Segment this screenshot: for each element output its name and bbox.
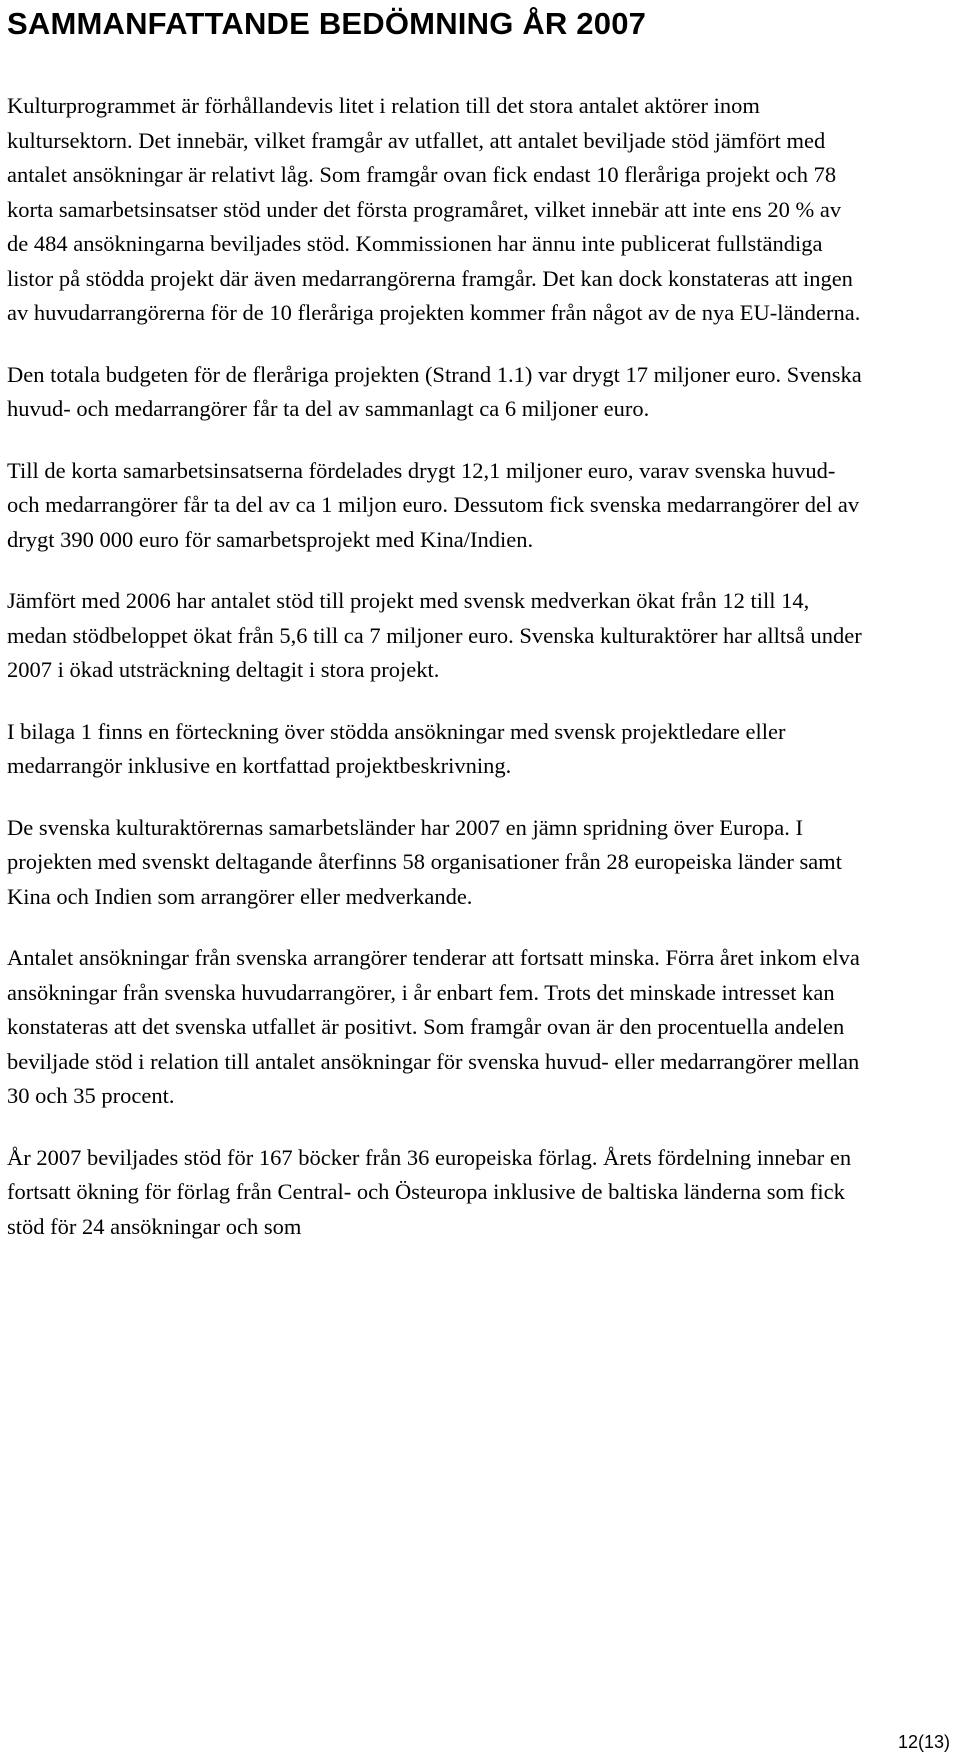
page-number: 12(13) xyxy=(897,1732,950,1752)
document-page xyxy=(7,0,952,1244)
paragraph-8: År 2007 beviljades stöd för 167 böcker från 36 europeiska förlag. Årets fördelning innebar en fortsatt ökning för förlag från Central- och Östeuropa inklusive de baltiska länderna som fick stöd för 24 ansökningar och som xyxy=(7,1144,852,1239)
paragraph-7: Antalet ansökningar från svenska arrangörer tenderar att fortsatt minska. Förra året inkom elva ansökningar från svenska huvudarrangörer, i år enbart fem. Trots det minskade intresset kan konstateras att det svenska utfallet är positivt. Som framgår ovan är den procentuella andelen beviljade stöd i relation till antalet ansökningar för svenska huvud- eller medarrangörer mellan 30 och 35 procent. xyxy=(7,945,860,1108)
paragraph-3: Till de korta samarbetsinsatserna fördelades drygt 12,1 miljoner euro, varav svenska huvud- och medarrangörer får ta del av ca 1 miljon euro. Dessutom fick svenska medarrangörer del av drygt 390 000 euro för samarbetsprojekt med Kina/Indien. xyxy=(7,457,860,552)
page-heading: SAMMANFATTANDE BEDÖMNING ÅR 2007 xyxy=(7,6,647,41)
paragraph-2: Den totala budgeten för de fleråriga projekten (Strand 1.1) var drygt 17 miljoner euro. Svenska huvud- och medarrangörer får ta del av sammanlagt ca 6 miljoner euro. xyxy=(7,361,862,421)
paragraph-1: Kulturprogrammet är förhållandevis litet i relation till det stora antalet aktörer inom kultursektorn. Det innebär, vilket framgår av utfallet, att antalet beviljade stöd jämfört med antalet ansökningar är relativt låg. Som framgår ovan fick endast 10 fleråriga projekt och 78 korta samarbetsinsatser stöd under det första programåret, vilket innebär att inte ens 20 % av de 484 ansökningarna beviljades stöd. Kommissionen har ännu inte publicerat fullständiga listor på stödda projekt där även medarrangörerna framgår. Det kan dock konstateras att ingen av huvudarrangörerna för de 10 fleråriga projekten kommer från något av de nya EU-länderna. xyxy=(7,93,861,325)
paragraph-6: De svenska kulturaktörernas samarbetsländer har 2007 en jämn spridning över Europa. I projekten med svenskt deltagande återfinns 58 organisationer från 28 europeiska länder samt Kina och Indien som arrangörer eller medverkande. xyxy=(7,814,842,909)
paragraph-4: Jämfört med 2006 har antalet stöd till projekt med svensk medverkan ökat från 12 till 14, medan stödbeloppet ökat från 5,6 till ca 7 miljoner euro. Svenska kulturaktörer har alltså under 2007 i ökad utsträckning deltagit i stora projekt. xyxy=(7,588,862,682)
paragraph-5: I bilaga 1 finns en förteckning över stödda ansökningar med svensk projektledare eller medarrangör inklusive en kortfattad projektbeskrivning. xyxy=(7,718,786,778)
